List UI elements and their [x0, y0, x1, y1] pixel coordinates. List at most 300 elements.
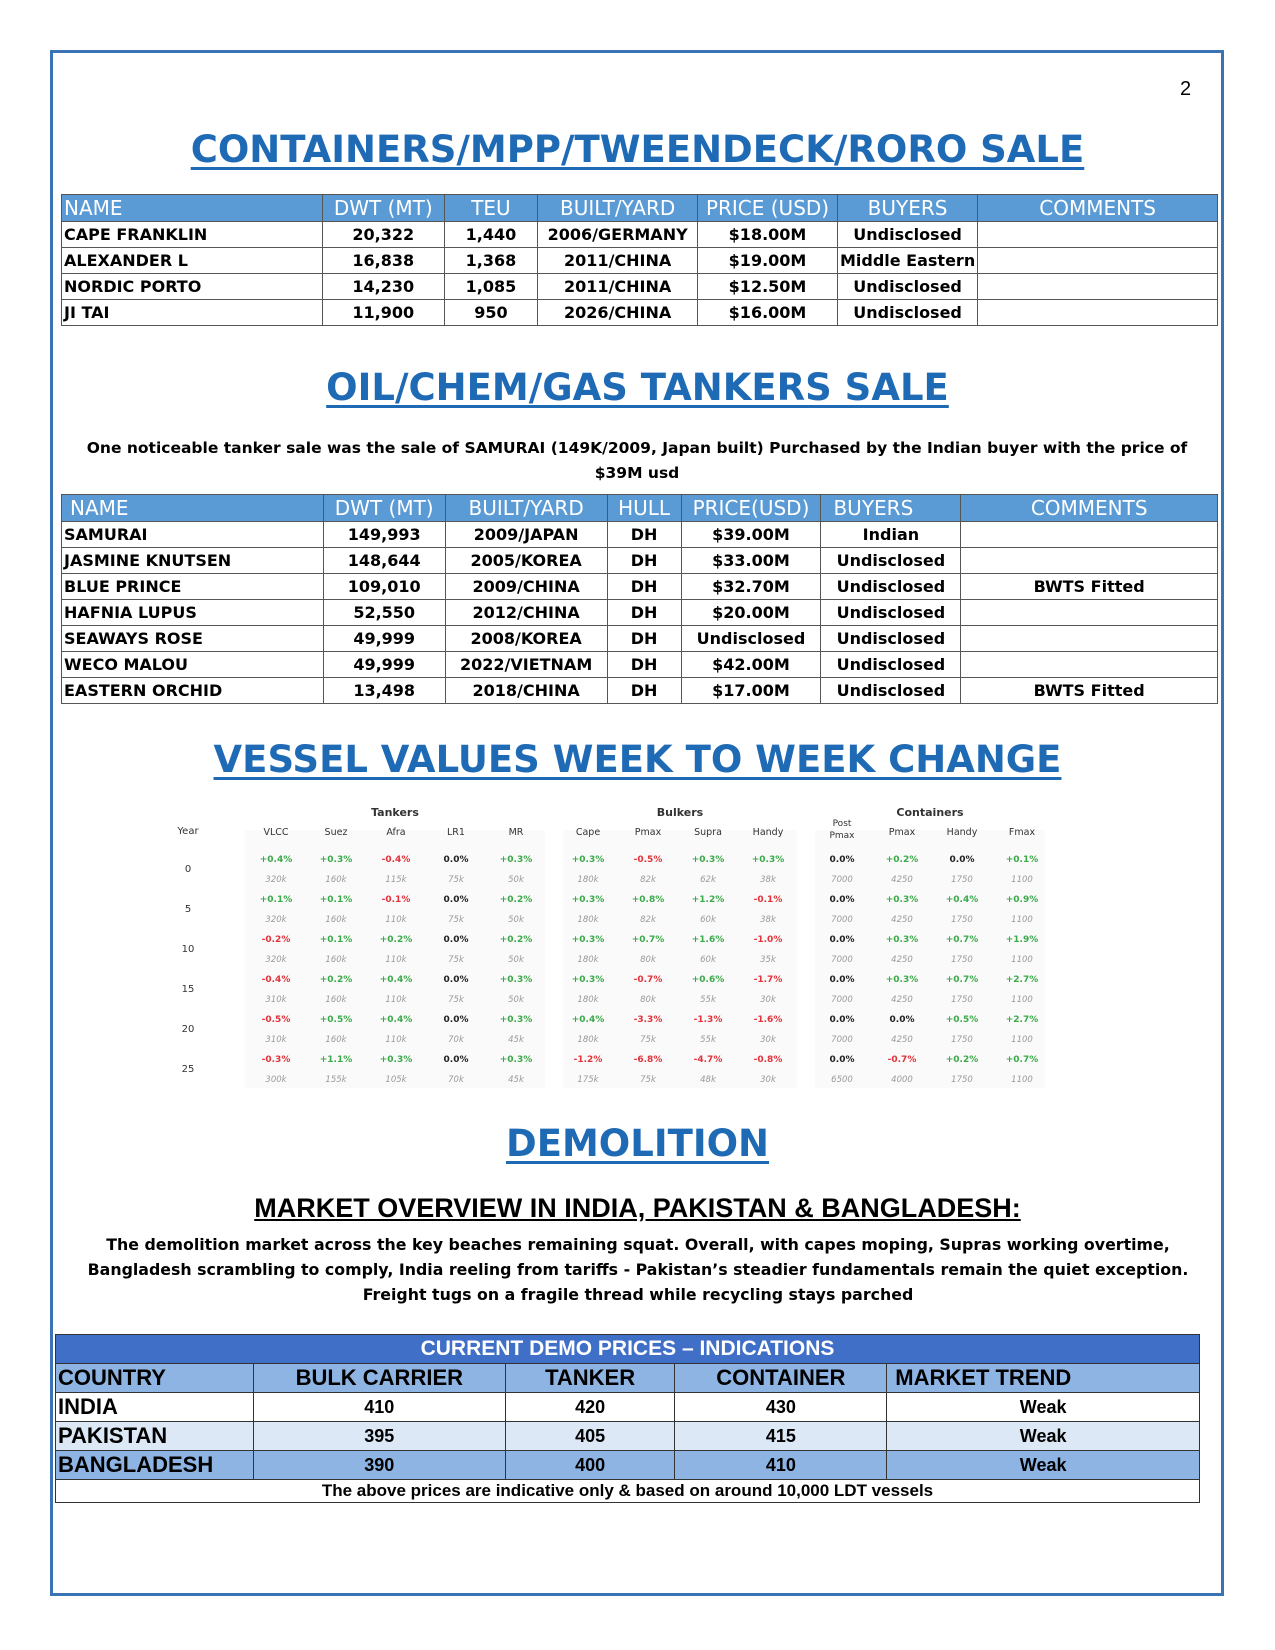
vessel-value: 1750	[951, 1075, 973, 1085]
comments-cell	[978, 222, 1218, 248]
vessel-value: 38k	[760, 915, 776, 925]
change-value: 0.0%	[443, 1015, 469, 1025]
vessel-value: 160k	[325, 995, 347, 1005]
vessel-value: 35k	[760, 955, 776, 965]
group-title: Containers	[896, 806, 964, 819]
column-header: Suez	[324, 827, 348, 838]
vessel-value: 110k	[385, 955, 407, 965]
vessel-name: WECO MALOU	[62, 652, 324, 678]
change-value: +0.3%	[691, 855, 725, 865]
vessel-value: 4250	[891, 875, 913, 885]
column-header: BUYERS	[821, 495, 961, 522]
change-value: +0.3%	[499, 855, 533, 865]
dwt-cell: 49,999	[323, 652, 445, 678]
column-header: COMMENTS	[961, 495, 1218, 522]
column-header: Pmax	[829, 831, 855, 841]
column-header: TANKER	[505, 1364, 675, 1393]
table-row	[62, 300, 1218, 326]
tanker-price: 420	[505, 1393, 675, 1422]
change-value: -0.8%	[753, 1055, 783, 1065]
vessel-value: 6500	[831, 1075, 853, 1085]
vessel-value: 320k	[265, 875, 287, 885]
change-value: +0.1%	[319, 935, 353, 945]
price-cell: $19.00M	[698, 248, 838, 274]
vessel-value: 4000	[891, 1075, 913, 1085]
buyers-cell: Undisclosed	[821, 548, 961, 574]
demo-table-title: CURRENT DEMO PRICES – INDICATIONS	[56, 1335, 1200, 1364]
change-value: -1.6%	[753, 1015, 783, 1025]
vessel-value: 75k	[448, 995, 464, 1005]
vessel-value: 50k	[508, 915, 524, 925]
column-header: DWT (MT)	[322, 195, 444, 222]
column-header: COUNTRY	[56, 1364, 254, 1393]
bulk-carrier-price: 395	[253, 1422, 505, 1451]
vessel-values-section-title: VESSEL VALUES WEEK TO WEEK CHANGE	[213, 738, 1062, 781]
dwt-cell: 16,838	[322, 248, 444, 274]
vessel-value: 155k	[325, 1075, 347, 1085]
dwt-cell: 109,010	[323, 574, 445, 600]
table-row	[62, 600, 1218, 626]
built-yard-cell: 2006/GERMANY	[538, 222, 698, 248]
tanker-price: 405	[505, 1422, 675, 1451]
change-value: +0.8%	[631, 895, 665, 905]
hull-cell: DH	[607, 626, 681, 652]
vessel-value: 50k	[508, 875, 524, 885]
year-label: 10	[181, 944, 195, 955]
table-row	[62, 652, 1218, 678]
vessel-values-svg	[170, 800, 1110, 1110]
change-value: +0.3%	[571, 855, 605, 865]
demo-table-title-row	[56, 1335, 1200, 1364]
teu-cell: 950	[444, 300, 538, 326]
vessel-value: 50k	[508, 955, 524, 965]
change-value: +0.3%	[885, 975, 919, 985]
dwt-cell: 20,322	[322, 222, 444, 248]
built-yard-cell: 2009/JAPAN	[445, 522, 607, 548]
hull-cell: DH	[607, 548, 681, 574]
tanker-price: 400	[505, 1451, 675, 1480]
price-cell: $17.00M	[681, 678, 821, 704]
teu-cell: 1,368	[444, 248, 538, 274]
year-label: 25	[181, 1064, 195, 1075]
change-value: -1.2%	[573, 1055, 603, 1065]
market-overview-text: The demolition market across the key beaches remaining squat. Overall, with capes moping, Supras working overtime, Bangladesh scrambling to comply, India reeling from tariffs - Pakistan’s steadier fundamentals remain the quiet exception. Freight tugs on a fragile thread while recycling stays parched	[87, 1235, 1189, 1304]
comments-cell	[961, 600, 1218, 626]
dwt-cell: 148,644	[323, 548, 445, 574]
column-header: BULK CARRIER	[253, 1364, 505, 1393]
page-number: 2	[1180, 78, 1192, 100]
container-price: 410	[675, 1451, 887, 1480]
dwt-cell: 149,993	[323, 522, 445, 548]
change-value: 0.0%	[829, 935, 855, 945]
change-value: -1.3%	[693, 1015, 723, 1025]
vessel-name: SAMURAI	[62, 522, 324, 548]
vessel-value: 4250	[891, 955, 913, 965]
country-cell: PAKISTAN	[56, 1422, 254, 1451]
change-value: +0.3%	[885, 895, 919, 905]
table-header-row	[62, 195, 1218, 222]
vessel-value: 310k	[265, 995, 287, 1005]
change-value: +0.3%	[571, 895, 605, 905]
vessel-value: 4250	[891, 1035, 913, 1045]
buyers-cell: Undisclosed	[837, 222, 977, 248]
demo-table-footnote: The above prices are indicative only & based on around 10,000 LDT vessels	[56, 1480, 1200, 1503]
vessel-name: HAFNIA LUPUS	[62, 600, 324, 626]
vessel-value: 55k	[700, 995, 716, 1005]
vessel-value: 180k	[577, 915, 599, 925]
column-header: NAME	[62, 495, 324, 522]
vessel-value: 1100	[1011, 1075, 1033, 1085]
group-title: Bulkers	[656, 806, 704, 819]
market-overview-title: MARKET OVERVIEW IN INDIA, PAKISTAN & BANGLADESH:	[254, 1193, 1021, 1223]
change-value: 0.0%	[949, 855, 975, 865]
built-yard-cell: 2008/KOREA	[445, 626, 607, 652]
change-value: +0.2%	[945, 1055, 979, 1065]
vessel-value: 320k	[265, 955, 287, 965]
vessel-value: 7000	[831, 995, 853, 1005]
price-cell: $18.00M	[698, 222, 838, 248]
vessel-value: 1100	[1011, 915, 1033, 925]
buyers-cell: Middle Eastern	[837, 248, 977, 274]
column-header: MR	[508, 827, 524, 838]
vessel-value: 80k	[640, 955, 656, 965]
buyers-cell: Undisclosed	[821, 652, 961, 678]
buyers-cell: Undisclosed	[837, 300, 977, 326]
change-value: -0.5%	[261, 1015, 291, 1025]
comments-cell	[978, 248, 1218, 274]
container-price: 415	[675, 1422, 887, 1451]
built-yard-cell: 2026/CHINA	[538, 300, 698, 326]
containers-section-title: CONTAINERS/MPP/TWEENDECK/RORO SALE	[190, 128, 1085, 171]
vessel-value: 160k	[325, 915, 347, 925]
price-cell: $39.00M	[681, 522, 821, 548]
vessel-value: 160k	[325, 1035, 347, 1045]
column-header: Cape	[575, 827, 601, 838]
vessel-value: 1100	[1011, 995, 1033, 1005]
change-value: -0.7%	[633, 975, 663, 985]
market-trend-cell: Weak	[887, 1451, 1200, 1480]
change-value: -4.7%	[693, 1055, 723, 1065]
comments-cell	[961, 522, 1218, 548]
vessel-value: 45k	[508, 1035, 524, 1045]
buyers-cell: Undisclosed	[837, 274, 977, 300]
buyers-cell: Undisclosed	[821, 626, 961, 652]
table-row	[62, 574, 1218, 600]
built-yard-cell: 2018/CHINA	[445, 678, 607, 704]
hull-cell: DH	[607, 522, 681, 548]
change-value: +0.4%	[379, 975, 413, 985]
change-value: +0.3%	[885, 935, 919, 945]
year-header: Year	[177, 826, 199, 837]
vessel-value: 75k	[448, 915, 464, 925]
change-value: +0.4%	[945, 895, 979, 905]
column-header: Supra	[694, 827, 722, 838]
change-value: -6.8%	[633, 1055, 663, 1065]
column-header: PRICE(USD)	[681, 495, 821, 522]
change-value: +0.4%	[259, 855, 293, 865]
change-value: +1.2%	[691, 895, 725, 905]
column-header: BUYERS	[837, 195, 977, 222]
buyers-cell: Undisclosed	[821, 600, 961, 626]
country-cell: INDIA	[56, 1393, 254, 1422]
dwt-cell: 14,230	[322, 274, 444, 300]
change-value: -0.1%	[753, 895, 783, 905]
column-header: PRICE (USD)	[698, 195, 838, 222]
group-title: Tankers	[371, 806, 419, 819]
change-value: +0.4%	[379, 1015, 413, 1025]
column-header: LR1	[447, 827, 465, 838]
change-value: +0.7%	[945, 975, 979, 985]
table-row	[62, 222, 1218, 248]
vessel-value: 110k	[385, 995, 407, 1005]
vessel-value: 7000	[831, 875, 853, 885]
change-value: 0.0%	[829, 895, 855, 905]
change-value: +0.2%	[319, 975, 353, 985]
change-value: 0.0%	[829, 855, 855, 865]
change-value: 0.0%	[443, 1055, 469, 1065]
vessel-value: 50k	[508, 995, 524, 1005]
column-header: Pmax	[888, 827, 916, 838]
hull-cell: DH	[607, 600, 681, 626]
vessel-value: 180k	[577, 875, 599, 885]
table-row	[62, 626, 1218, 652]
change-value: +0.2%	[379, 935, 413, 945]
year-label: 5	[184, 904, 192, 915]
comments-cell: BWTS Fitted	[961, 678, 1218, 704]
vessel-value: 1100	[1011, 1035, 1033, 1045]
vessel-value: 45k	[508, 1075, 524, 1085]
vessel-value: 55k	[700, 1035, 716, 1045]
vessel-name: JASMINE KNUTSEN	[62, 548, 324, 574]
vessel-value: 30k	[760, 1035, 776, 1045]
vessel-value: 75k	[640, 1075, 656, 1085]
vessel-value: 48k	[700, 1075, 716, 1085]
vessel-value: 310k	[265, 1035, 287, 1045]
tankers-section-title: OIL/CHEM/GAS TANKERS SALE	[326, 366, 949, 409]
column-header: MARKET TREND	[887, 1364, 1200, 1393]
year-label: 15	[181, 984, 195, 995]
price-cell: Undisclosed	[681, 626, 821, 652]
containers-sale-table	[61, 194, 1218, 326]
change-value: +0.4%	[571, 1015, 605, 1025]
built-yard-cell: 2022/VIETNAM	[445, 652, 607, 678]
vessel-value: 1100	[1011, 875, 1033, 885]
vessel-value: 30k	[760, 995, 776, 1005]
vessel-value: 160k	[325, 875, 347, 885]
column-header: VLCC	[263, 827, 289, 838]
change-value: 0.0%	[443, 855, 469, 865]
vessel-value: 82k	[640, 915, 656, 925]
year-label: 0	[184, 864, 192, 875]
bulk-carrier-price: 410	[253, 1393, 505, 1422]
hull-cell: DH	[607, 652, 681, 678]
change-value: 0.0%	[829, 1055, 855, 1065]
change-value: +1.1%	[319, 1055, 353, 1065]
change-value: +0.5%	[319, 1015, 353, 1025]
change-value: +0.6%	[691, 975, 725, 985]
built-yard-cell: 2009/CHINA	[445, 574, 607, 600]
table-row	[56, 1393, 1200, 1422]
vessel-value: 1750	[951, 915, 973, 925]
vessel-name: SEAWAYS ROSE	[62, 626, 324, 652]
change-value: +0.1%	[319, 895, 353, 905]
column-header: BUILT/YARD	[445, 495, 607, 522]
vessel-value: 7000	[831, 955, 853, 965]
vessel-value: 7000	[831, 1035, 853, 1045]
vessel-value: 110k	[385, 915, 407, 925]
price-cell: $12.50M	[698, 274, 838, 300]
buyers-cell: Undisclosed	[821, 574, 961, 600]
price-cell: $16.00M	[698, 300, 838, 326]
vessel-value: 70k	[448, 1035, 464, 1045]
vessel-value: 75k	[448, 955, 464, 965]
vessel-values-grid	[170, 800, 1110, 1110]
tankers-sale-table	[61, 494, 1218, 704]
vessel-value: 70k	[448, 1075, 464, 1085]
demolition-section-title: DEMOLITION	[505, 1122, 770, 1165]
change-value: 0.0%	[443, 895, 469, 905]
column-header: Pmax	[634, 827, 662, 838]
built-yard-cell: 2011/CHINA	[538, 248, 698, 274]
change-value: +0.1%	[1005, 855, 1039, 865]
vessel-name: EASTERN ORCHID	[62, 678, 324, 704]
vessel-value: 7000	[831, 915, 853, 925]
column-header: Fmax	[1008, 827, 1036, 838]
change-value: 0.0%	[443, 975, 469, 985]
price-cell: $42.00M	[681, 652, 821, 678]
dwt-cell: 52,550	[323, 600, 445, 626]
vessel-value: 4250	[891, 995, 913, 1005]
comments-cell	[961, 548, 1218, 574]
year-label: 20	[181, 1024, 195, 1035]
vessel-name: NORDIC PORTO	[62, 274, 323, 300]
table-row	[62, 274, 1218, 300]
column-header: DWT (MT)	[323, 495, 445, 522]
change-value: +0.3%	[379, 1055, 413, 1065]
change-value: 0.0%	[829, 975, 855, 985]
change-value: +0.3%	[499, 1015, 533, 1025]
market-trend-cell: Weak	[887, 1422, 1200, 1451]
teu-cell: 1,440	[444, 222, 538, 248]
vessel-value: 180k	[577, 1035, 599, 1045]
tankers-note: One noticeable tanker sale was the sale of SAMURAI (149K/2009, Japan built) Purchased by the Indian buyer with the price of $39M usd	[86, 439, 1188, 482]
container-price: 430	[675, 1393, 887, 1422]
table-row	[56, 1451, 1200, 1480]
country-cell: BANGLADESH	[56, 1451, 254, 1480]
dwt-cell: 49,999	[323, 626, 445, 652]
vessel-value: 82k	[640, 875, 656, 885]
change-value: +0.2%	[885, 855, 919, 865]
change-value: +0.9%	[1005, 895, 1039, 905]
vessel-value: 160k	[325, 955, 347, 965]
change-value: -1.0%	[753, 935, 783, 945]
table-header-row	[62, 495, 1218, 522]
buyers-cell: Indian	[821, 522, 961, 548]
change-value: -0.3%	[261, 1055, 291, 1065]
change-value: +0.7%	[945, 935, 979, 945]
table-row	[62, 248, 1218, 274]
column-header: BUILT/YARD	[538, 195, 698, 222]
change-value: +2.7%	[1005, 1015, 1039, 1025]
hull-cell: DH	[607, 574, 681, 600]
change-value: -0.5%	[633, 855, 663, 865]
column-header: Post	[832, 819, 852, 829]
change-value: +1.9%	[1005, 935, 1039, 945]
comments-cell	[978, 274, 1218, 300]
table-header-row	[56, 1364, 1200, 1393]
change-value: -0.7%	[887, 1055, 917, 1065]
change-value: +0.2%	[499, 895, 533, 905]
vessel-value: 320k	[265, 915, 287, 925]
change-value: -3.3%	[633, 1015, 663, 1025]
change-value: -0.1%	[381, 895, 411, 905]
change-value: +0.3%	[571, 975, 605, 985]
change-value: +0.2%	[499, 935, 533, 945]
vessel-value: 75k	[448, 875, 464, 885]
vessel-value: 1750	[951, 875, 973, 885]
change-value: +0.7%	[1005, 1055, 1039, 1065]
vessel-value: 300k	[265, 1075, 287, 1085]
change-value: +0.3%	[499, 975, 533, 985]
market-trend-cell: Weak	[887, 1393, 1200, 1422]
comments-cell: BWTS Fitted	[961, 574, 1218, 600]
table-row	[56, 1422, 1200, 1451]
price-cell: $33.00M	[681, 548, 821, 574]
change-value: +0.3%	[319, 855, 353, 865]
hull-cell: DH	[607, 678, 681, 704]
buyers-cell: Undisclosed	[821, 678, 961, 704]
change-value: -1.7%	[753, 975, 783, 985]
change-value: +0.7%	[631, 935, 665, 945]
change-value: +0.3%	[751, 855, 785, 865]
vessel-value: 62k	[700, 875, 716, 885]
change-value: +0.5%	[945, 1015, 979, 1025]
dwt-cell: 13,498	[323, 678, 445, 704]
table-row	[62, 678, 1218, 704]
change-value: +0.3%	[571, 935, 605, 945]
demo-table-footnote-row	[56, 1480, 1200, 1503]
change-value: 0.0%	[829, 1015, 855, 1025]
change-value: -0.4%	[261, 975, 291, 985]
dwt-cell: 11,900	[322, 300, 444, 326]
vessel-value: 75k	[640, 1035, 656, 1045]
vessel-value: 30k	[760, 1075, 776, 1085]
change-value: +0.1%	[259, 895, 293, 905]
vessel-value: 1750	[951, 1035, 973, 1045]
vessel-value: 80k	[640, 995, 656, 1005]
column-header: Handy	[946, 827, 978, 838]
bulk-carrier-price: 390	[253, 1451, 505, 1480]
vessel-value: 60k	[700, 955, 716, 965]
vessel-value: 180k	[577, 995, 599, 1005]
column-header: Afra	[386, 827, 406, 838]
vessel-value: 4250	[891, 915, 913, 925]
vessel-value: 1750	[951, 955, 973, 965]
column-header: Handy	[752, 827, 784, 838]
table-row	[62, 548, 1218, 574]
change-value: +1.6%	[691, 935, 725, 945]
price-cell: $20.00M	[681, 600, 821, 626]
vessel-name: BLUE PRINCE	[62, 574, 324, 600]
vessel-value: 105k	[385, 1075, 407, 1085]
built-yard-cell: 2011/CHINA	[538, 274, 698, 300]
change-value: -0.4%	[381, 855, 411, 865]
price-cell: $32.70M	[681, 574, 821, 600]
teu-cell: 1,085	[444, 274, 538, 300]
vessel-value: 1100	[1011, 955, 1033, 965]
vessel-value: 175k	[577, 1075, 599, 1085]
comments-cell	[961, 626, 1218, 652]
